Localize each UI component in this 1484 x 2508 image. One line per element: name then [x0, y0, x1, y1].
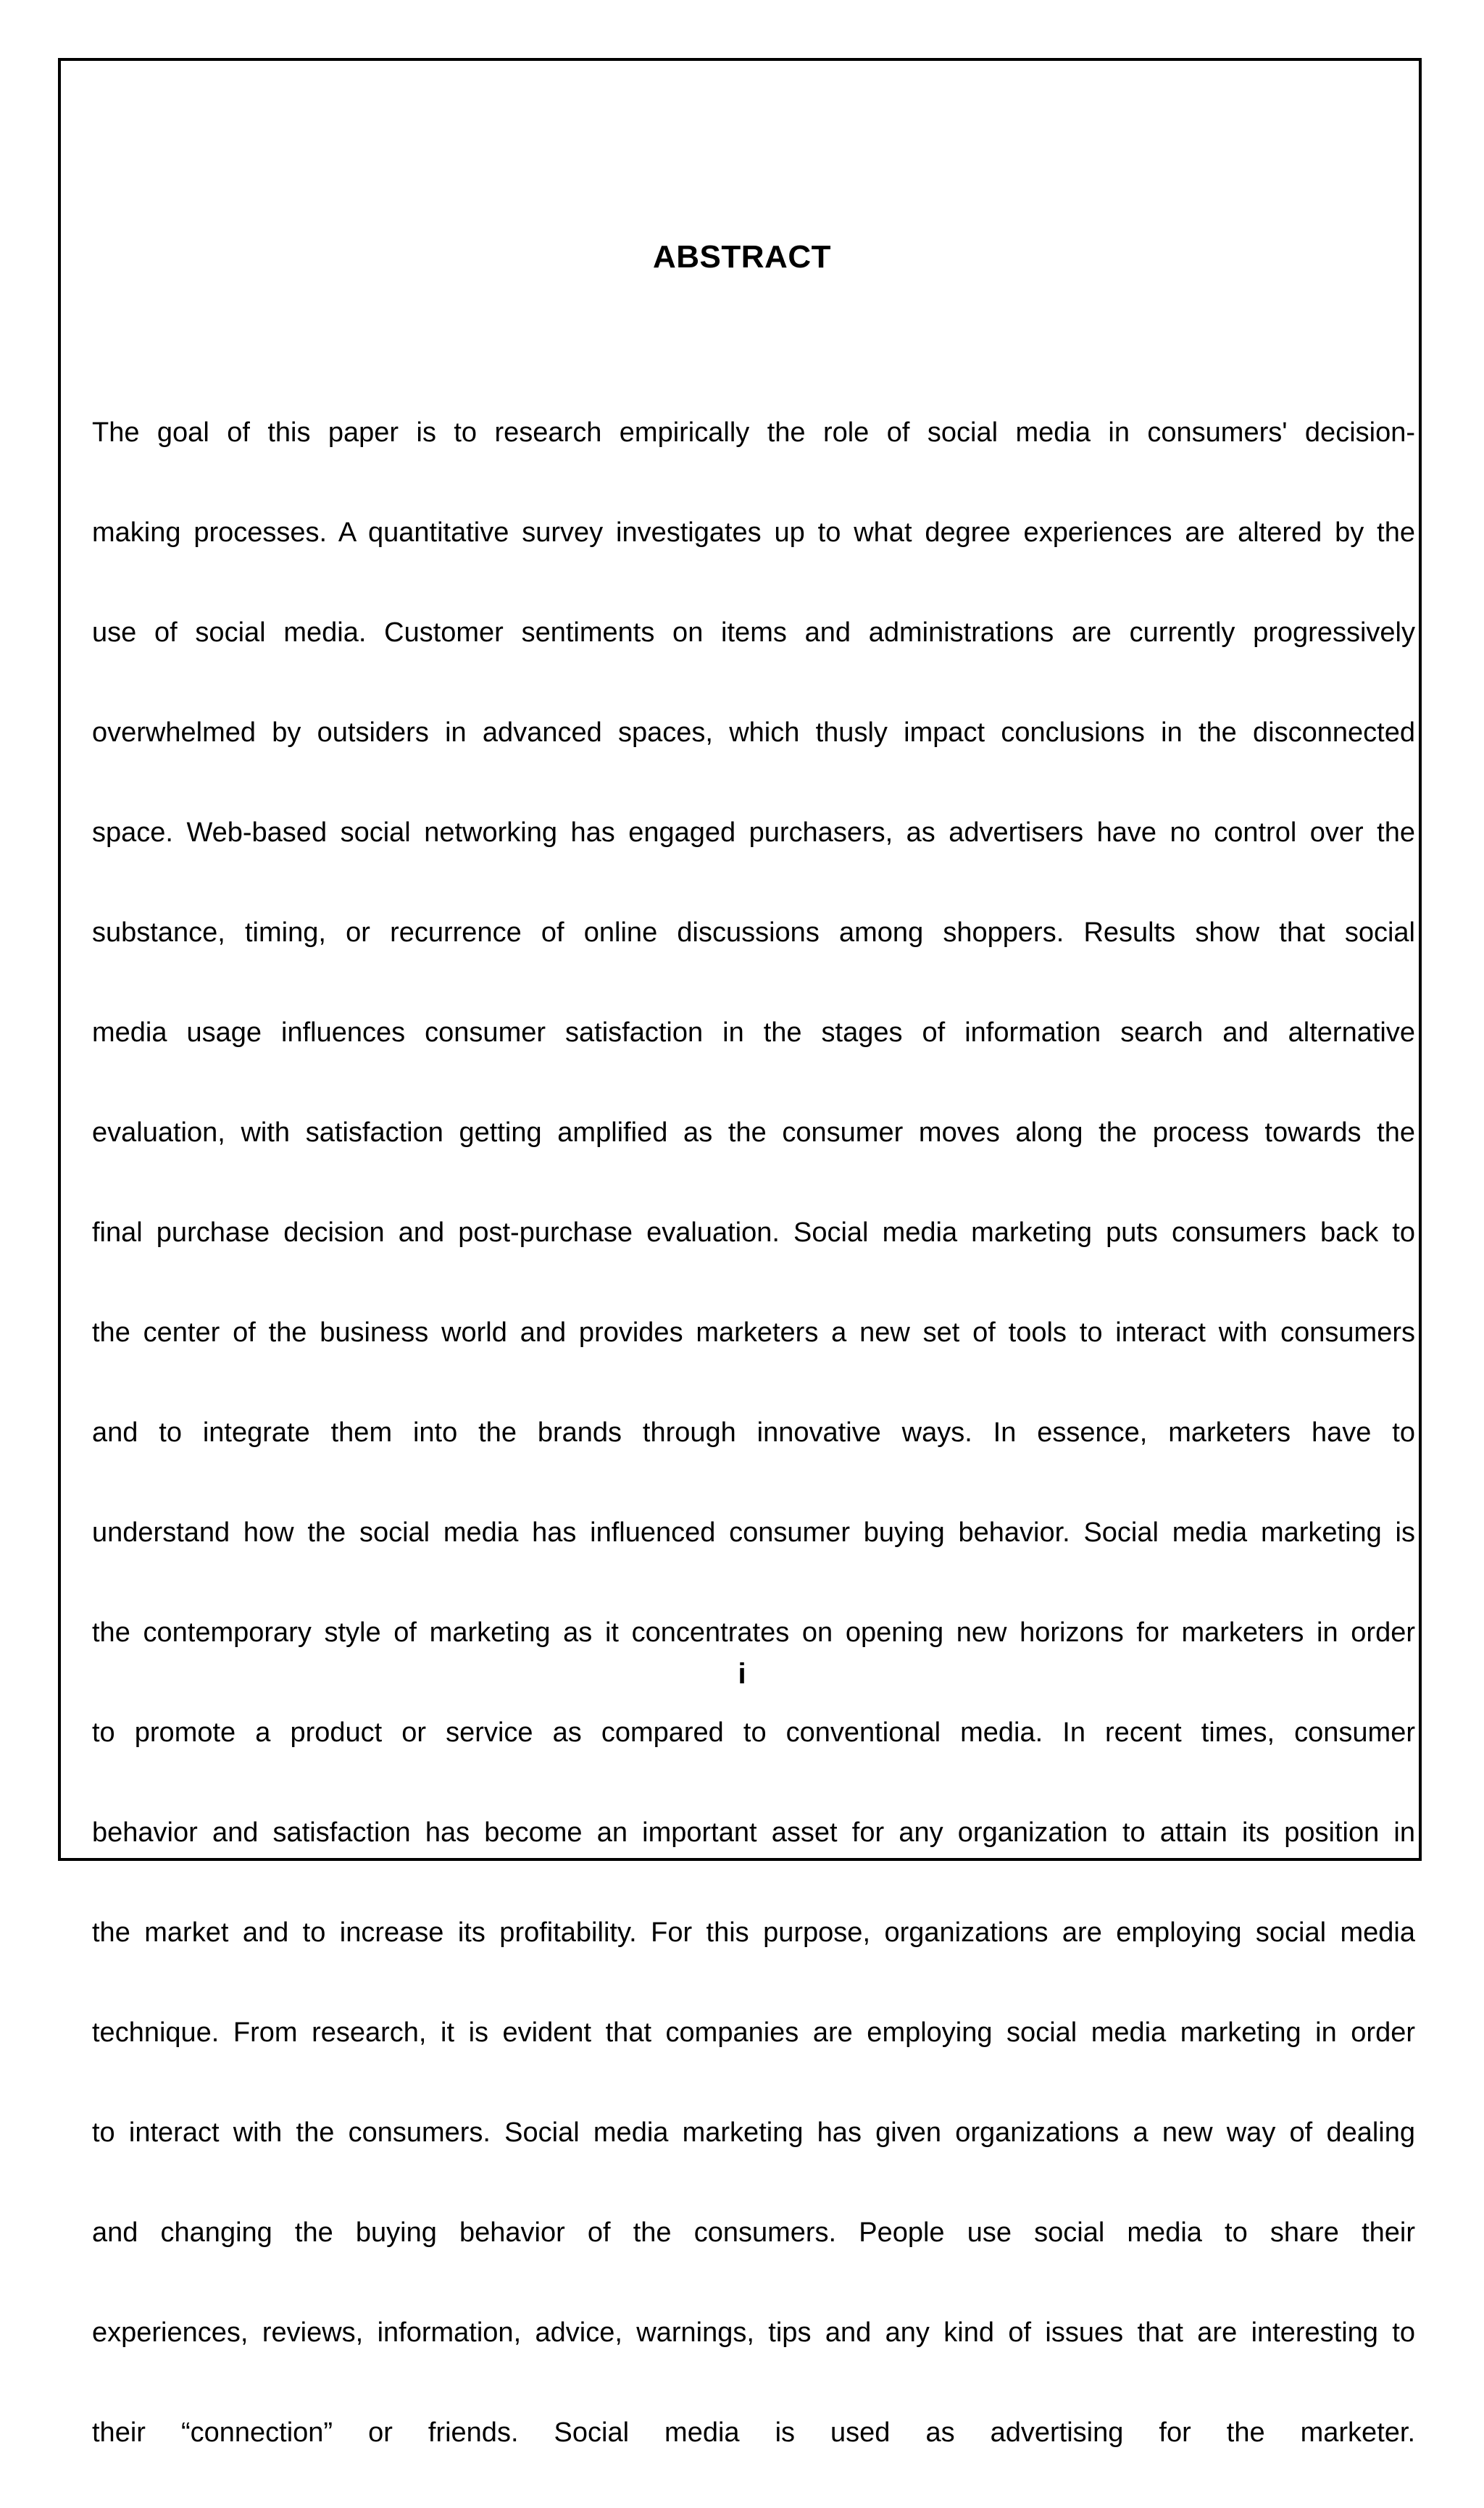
abstract-line: evaluation, with satisfaction getting amplified as the consumer moves along the process towards the: [92, 1117, 1415, 1148]
abstract-line: space. Web-based social networking has engaged purchasers, as advertisers have no control over the: [92, 817, 1415, 848]
abstract-line: the market and to increase its profitability. For this purpose, organizations are employing social media: [92, 1917, 1415, 1948]
abstract-line: their “connection” or friends. Social media is used as advertising for the marketer.: [92, 2417, 1415, 2448]
abstract-line: the contemporary style of marketing as it concentrates on opening new horizons for marketers in order: [92, 1617, 1415, 1648]
abstract-line: media usage influences consumer satisfaction in the stages of information search and alternative: [92, 1017, 1415, 1048]
page-number: i: [738, 1658, 746, 1690]
abstract-line: final purchase decision and post-purchase evaluation. Social media marketing puts consumers back to: [92, 1217, 1415, 1248]
page-title: ABSTRACT: [653, 239, 831, 275]
abstract-line: overwhelmed by outsiders in advanced spaces, which thusly impact conclusions in the disconnected: [92, 717, 1415, 748]
abstract-line: experiences, reviews, information, advice, warnings, tips and any kind of issues that are interesting to: [92, 2317, 1415, 2348]
abstract-line: technique. From research, it is evident that companies are employing social media marketing in order: [92, 2017, 1415, 2048]
abstract-line: to interact with the consumers. Social media marketing has given organizations a new way of dealing: [92, 2117, 1415, 2148]
abstract-line: behavior and satisfaction has become an important asset for any organization to attain its position in: [92, 1817, 1415, 1848]
abstract-line: making processes. A quantitative survey investigates up to what degree experiences are altered by the: [92, 517, 1415, 548]
abstract-line: substance, timing, or recurrence of online discussions among shoppers. Results show that social: [92, 917, 1415, 948]
abstract-line: understand how the social media has influenced consumer buying behavior. Social media marketing is: [92, 1517, 1415, 1548]
abstract-line: the center of the business world and provides marketers a new set of tools to interact with consumers: [92, 1317, 1415, 1348]
abstract-line: to promote a product or service as compared to conventional media. In recent times, consumer: [92, 1717, 1415, 1748]
abstract-line: The goal of this paper is to research empirically the role of social media in consumers' decision-: [92, 417, 1415, 448]
abstract-line: and changing the buying behavior of the consumers. People use social media to share their: [92, 2217, 1415, 2248]
abstract-body: [92, 358, 1415, 2508]
abstract-line: and to integrate them into the brands through innovative ways. In essence, marketers have to: [92, 1417, 1415, 1448]
abstract-line: use of social media. Customer sentiments on items and administrations are currently progressively: [92, 617, 1415, 648]
